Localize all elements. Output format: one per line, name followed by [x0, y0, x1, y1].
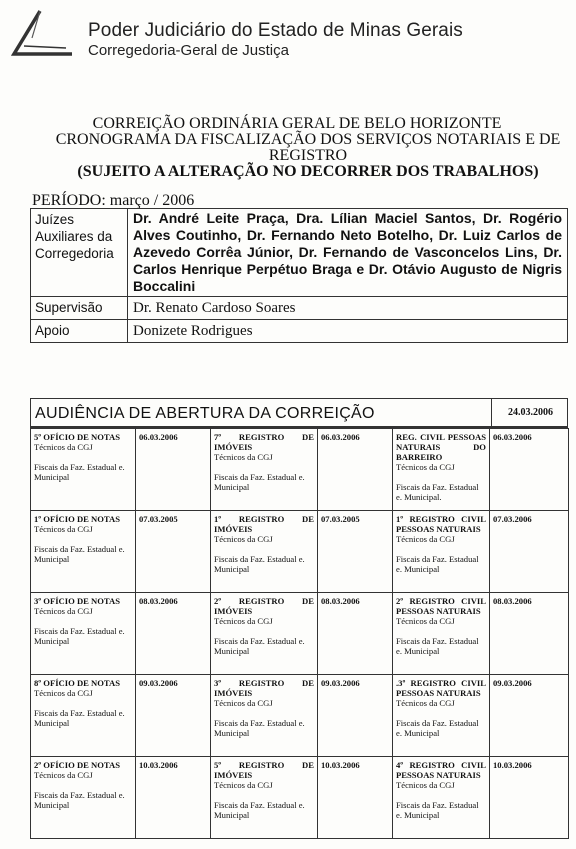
schedule-office-cell — [31, 429, 136, 511]
schedule-office-cell — [393, 429, 490, 511]
schedule-office-cell — [211, 675, 318, 757]
schedule-row — [31, 675, 569, 757]
fiscais-note: Fiscais da Faz. Estadual e. Municipal — [34, 462, 125, 482]
fiscais-note: Fiscais da Faz. Estadual e. Municipal — [34, 626, 125, 646]
fiscais-note: Fiscais da Faz. Estadual e. Municipal — [396, 554, 479, 574]
staff-note: Técnicos da CGJ — [396, 462, 455, 472]
staff-note: Técnicos da CGJ — [214, 780, 273, 790]
inspection-date: 09.03.2006 — [136, 675, 211, 757]
inspection-date: 09.03.2006 — [490, 675, 569, 757]
schedule-office-cell — [211, 757, 318, 839]
fiscais-note: Fiscais da Faz. Estadual e. Municipal — [396, 718, 479, 738]
office-name: 4º REGISTRO CIVIL PESSOAS NATURAIS — [396, 760, 486, 780]
staff-note: Técnicos da CGJ — [34, 606, 93, 616]
inspection-date: 09.03.2006 — [318, 675, 393, 757]
support-row — [31, 320, 568, 343]
fiscais-note: Fiscais da Faz. Estadual e. Municipal — [214, 472, 305, 492]
document-heading — [0, 116, 576, 180]
office-name: 1º REGISTRO DE IMÓVEIS — [214, 514, 314, 534]
letterhead-title: Poder Judiciário do Estado de Minas Gerais — [88, 20, 463, 41]
supervision-label: Supervisão — [31, 297, 128, 320]
inspection-date: 08.03.2006 — [318, 593, 393, 675]
support-label: Apoio — [31, 320, 128, 343]
schedule-office-cell — [393, 757, 490, 839]
staff-note: Técnicos da CGJ — [34, 442, 93, 452]
inspection-date: 10.03.2006 — [136, 757, 211, 839]
judges-row — [31, 209, 568, 297]
office-name: 1º OFÍCIO DE NOTAS — [34, 514, 120, 524]
inspection-date: 06.03.2006 — [490, 429, 569, 511]
supervision-value: Dr. Renato Cardoso Soares — [128, 297, 568, 320]
schedule-office-cell — [393, 511, 490, 593]
staff-table — [30, 208, 568, 343]
schedule-office-cell — [211, 511, 318, 593]
office-name: 3º REGISTRO DE IMÓVEIS — [214, 678, 314, 698]
letterhead-subtitle: Corregedoria-Geral de Justiça — [88, 42, 289, 59]
fiscais-note: Fiscais da Faz. Estadual e. Municipal — [214, 554, 305, 574]
office-name: 5º OFÍCIO DE NOTAS — [34, 432, 120, 442]
office-name: 7º REGISTRO DE IMÓVEIS — [214, 432, 314, 452]
staff-note: Técnicos da CGJ — [34, 770, 93, 780]
inspection-date: 06.03.2006 — [136, 429, 211, 511]
inspection-date: 10.03.2006 — [318, 757, 393, 839]
fiscais-note: Fiscais da Faz. Estadual e. Municipal — [396, 636, 479, 656]
staff-note: Técnicos da CGJ — [396, 780, 455, 790]
schedule-office-cell — [393, 675, 490, 757]
office-name: 5º REGISTRO DE IMÓVEIS — [214, 760, 314, 780]
opening-hearing-date: 24.03.2006 — [491, 399, 569, 427]
schedule-row — [31, 511, 569, 593]
period-line: PERÍODO: março / 2006 — [32, 192, 195, 209]
court-logo-icon — [10, 8, 76, 60]
staff-note: Técnicos da CGJ — [214, 534, 273, 544]
schedule-office-cell — [31, 511, 136, 593]
schedule-office-cell — [31, 757, 136, 839]
inspection-date: 10.03.2006 — [490, 757, 569, 839]
opening-hearing — [30, 398, 568, 428]
fiscais-note: Fiscais da Faz. Estadual e. Municipal. — [396, 482, 479, 502]
fiscais-note: Fiscais da Faz. Estadual e. Municipal — [34, 708, 125, 728]
fiscais-note: Fiscais da Faz. Estadual e. Municipal — [214, 718, 305, 738]
staff-note: Técnicos da CGJ — [396, 534, 455, 544]
heading-line-3: REGISTRO — [268, 147, 348, 164]
fiscais-note: Fiscais da Faz. Estadual e. Municipal — [214, 800, 305, 820]
staff-note: Técnicos da CGJ — [34, 524, 93, 534]
opening-hearing-title: AUDIÊNCIA DE ABERTURA DA CORREIÇÃO — [35, 405, 375, 422]
support-value: Donizete Rodrigues — [128, 320, 568, 343]
office-name: REG. CIVIL PESSOAS NATURAIS DO BARREIRO — [396, 432, 486, 462]
staff-note: Técnicos da CGJ — [34, 688, 93, 698]
inspection-date: 06.03.2006 — [318, 429, 393, 511]
inspection-date: 08.03.2006 — [490, 593, 569, 675]
inspection-date: 07.03.2005 — [136, 511, 211, 593]
heading-line-4: (SUJEITO A ALTERAÇÃO NO DECORRER DOS TRABALHOS) — [77, 163, 539, 180]
schedule-office-cell — [393, 593, 490, 675]
office-name: 2º REGISTRO DE IMÓVEIS — [214, 596, 314, 616]
office-name: 8º OFÍCIO DE NOTAS — [34, 678, 120, 688]
fiscais-note: Fiscais da Faz. Estadual e. Municipal — [214, 636, 305, 656]
fiscais-note: Fiscais da Faz. Estadual e. Municipal — [34, 790, 125, 810]
schedule-office-cell — [31, 593, 136, 675]
judges-label: Juízes Auxiliares da Corregedoria — [31, 209, 128, 297]
fiscais-note: Fiscais da Faz. Estadual e. Municipal — [34, 544, 125, 564]
staff-note: Técnicos da CGJ — [214, 452, 273, 462]
schedule-row — [31, 593, 569, 675]
judges-list: Dr. André Leite Praça, Dra. Lílian Maciel Santos, Dr. Rogério Alves Coutinho, Dr. Fernando Neto Botelho, Dr. Luiz Carlos de Azevedo Corrêa Júnior, Dr. Fernando de Vasconcelos Lins, Dr. Carlos Henrique Perpétuo Braga e Dr. Otávio Augusto de Nigris Boccalini — [128, 209, 568, 297]
staff-note: Técnicos da CGJ — [396, 616, 455, 626]
schedule-table — [30, 428, 569, 839]
inspection-date: 07.03.2006 — [490, 511, 569, 593]
staff-note: Técnicos da CGJ — [214, 616, 273, 626]
heading-line-2: CRONOGRAMA DA FISCALIZAÇÃO DOS SERVIÇOS NOTARIAIS E DE — [55, 131, 561, 148]
staff-note: Técnicos da CGJ — [214, 698, 273, 708]
schedule-office-cell — [211, 593, 318, 675]
office-name: 3º OFÍCIO DE NOTAS — [34, 596, 120, 606]
inspection-date: 07.03.2005 — [318, 511, 393, 593]
office-name: 1º REGISTRO CIVIL PESSOAS NATURAIS — [396, 514, 486, 534]
fiscais-note: Fiscais da Faz. Estadual e. Municipal — [396, 800, 479, 820]
heading-line-1: CORREIÇÃO ORDINÁRIA GERAL DE BELO HORIZONTE — [92, 115, 502, 132]
schedule-row — [31, 429, 569, 511]
office-name: 2º REGISTRO CIVIL PESSOAS NATURAIS — [396, 596, 486, 616]
staff-note: Técnicos da CGJ — [396, 698, 455, 708]
schedule-row — [31, 757, 569, 839]
schedule-office-cell — [211, 429, 318, 511]
supervision-row — [31, 297, 568, 320]
schedule-office-cell — [31, 675, 136, 757]
inspection-date: 08.03.2006 — [136, 593, 211, 675]
letterhead — [8, 8, 568, 60]
office-name: 2º OFÍCIO DE NOTAS — [34, 760, 120, 770]
office-name: .3º REGISTRO CIVIL PESSOAS NATURAIS — [396, 678, 486, 698]
